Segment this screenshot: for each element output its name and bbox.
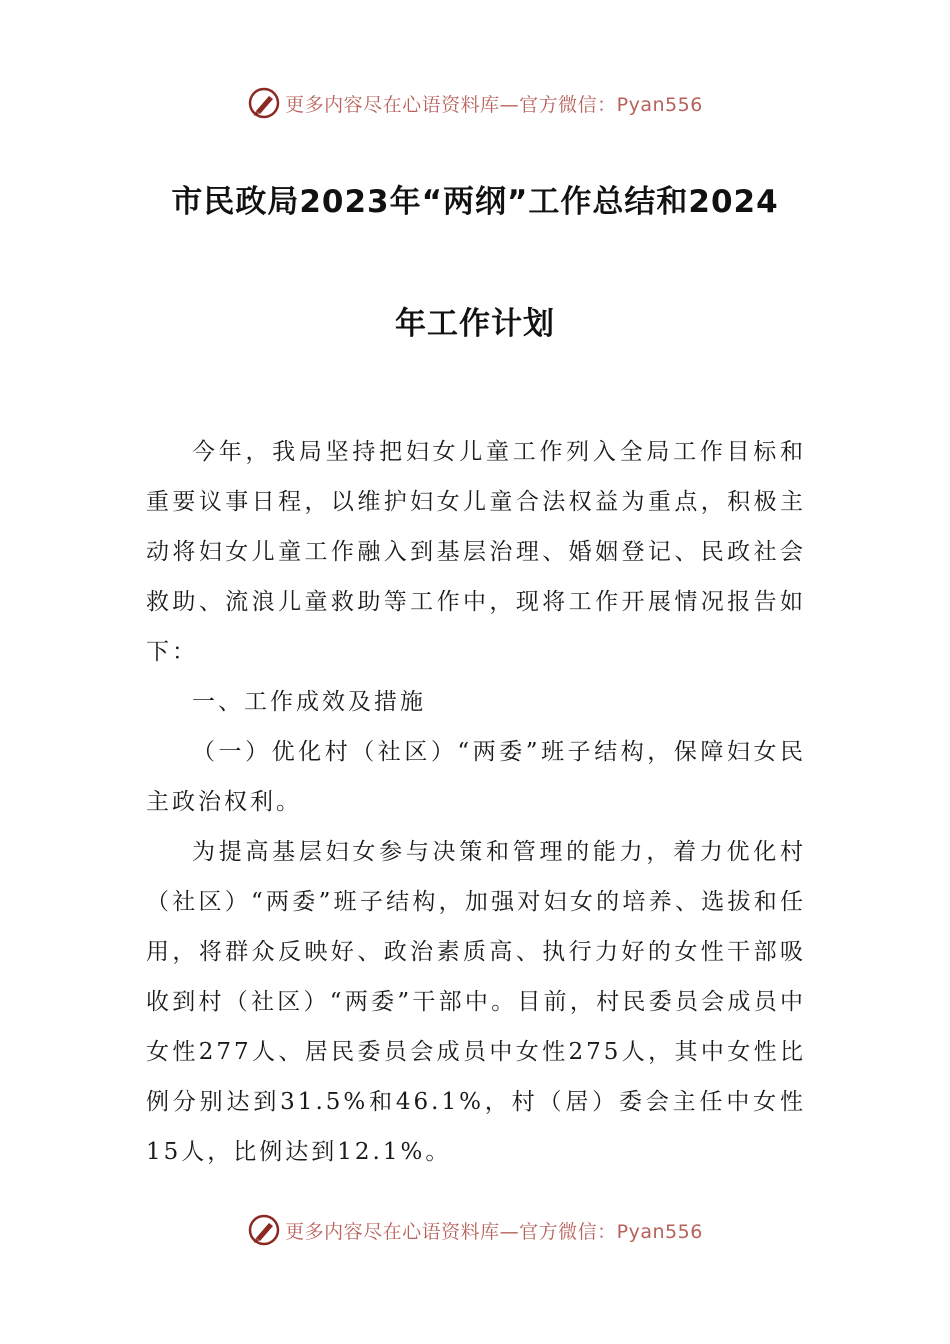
document-title-line2: 年工作计划 <box>395 306 555 342</box>
subsection-heading: （一）优化村（社区）“两委”班子结构，保障妇女民主政治权利。 <box>146 739 806 815</box>
pen-logo-icon <box>247 86 281 120</box>
paragraph-intro: 今年，我局坚持把妇女儿童工作列入全局工作目标和重要议事日程，以维护妇女儿童合法权益为重点，积极主动将妇女儿童工作融入到基层治理、婚姻登记、民政社会救助、流浪儿童救助等工作中，现将工作开展情况报告如下： <box>146 439 806 665</box>
watermark-banner-top <box>0 83 950 123</box>
watermark-banner-bottom <box>0 1210 950 1250</box>
document-body <box>146 427 806 1177</box>
watermark-text: 更多内容尽在心语资料库—官方微信：Pyan556 <box>285 93 703 116</box>
document-title-line1: 市民政局2023年“两纲”工作总结和2024 <box>171 184 779 220</box>
pen-logo-icon <box>247 1213 281 1247</box>
section-heading: 一、工作成效及措施 <box>192 689 426 715</box>
watermark-text: 更多内容尽在心语资料库—官方微信：Pyan556 <box>285 1220 703 1243</box>
paragraph-detail: 为提高基层妇女参与决策和管理的能力，着力优化村（社区）“两委”班子结构，加强对妇女的培养、选拔和任用，将群众反映好、政治素质高、执行力好的女性干部吸收到村（社区）“两委”干部中。目前，村民委员会成员中女性277人、居民委员会成员中女性275人，其中女性比例分别达到31.5%和46.1%，村（居）委会主任中女性15人，比例达到12.1%。 <box>146 839 806 1165</box>
